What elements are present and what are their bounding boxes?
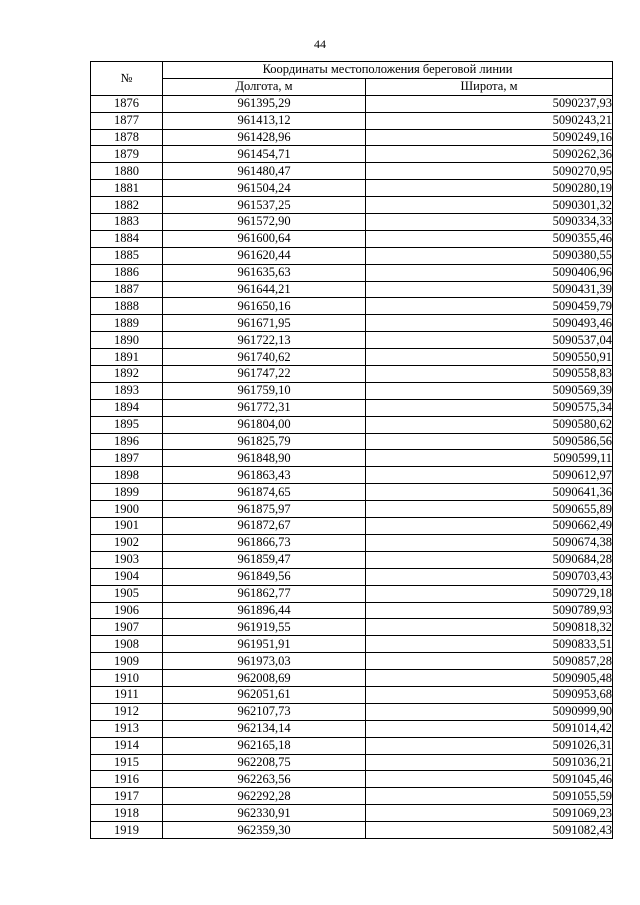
cell-latitude: 5091069,23: [366, 805, 613, 822]
cell-latitude: 5090493,46: [366, 315, 613, 332]
cell-latitude: 5090237,93: [366, 95, 613, 112]
cell-longitude: 961644,21: [163, 281, 366, 298]
table-row: [91, 636, 613, 653]
cell-longitude: 961848,90: [163, 450, 366, 467]
cell-longitude: 961919,55: [163, 619, 366, 636]
cell-latitude: 5090550,91: [366, 349, 613, 366]
cell-longitude: 962359,30: [163, 822, 366, 839]
header-longitude: Долгота, м: [163, 78, 366, 95]
cell-latitude: 5090905,48: [366, 670, 613, 687]
cell-number: 1897: [91, 450, 163, 467]
coordinates-table: [90, 61, 613, 839]
cell-latitude: 5091082,43: [366, 822, 613, 839]
table-row: [91, 399, 613, 416]
cell-longitude: 962134,14: [163, 720, 366, 737]
table-row: [91, 737, 613, 754]
table-row: [91, 416, 613, 433]
cell-longitude: 961747,22: [163, 366, 366, 383]
table-row: [91, 551, 613, 568]
table-row: [91, 619, 613, 636]
cell-number: 1903: [91, 551, 163, 568]
cell-number: 1910: [91, 670, 163, 687]
table-body: [91, 95, 613, 838]
cell-number: 1904: [91, 568, 163, 585]
cell-number: 1880: [91, 163, 163, 180]
cell-number: 1912: [91, 703, 163, 720]
cell-latitude: 5090729,18: [366, 585, 613, 602]
cell-longitude: 961973,03: [163, 653, 366, 670]
cell-latitude: 5090262,36: [366, 146, 613, 163]
cell-longitude: 962008,69: [163, 670, 366, 687]
table-row: [91, 653, 613, 670]
cell-longitude: 962263,56: [163, 771, 366, 788]
cell-latitude: 5091014,42: [366, 720, 613, 737]
cell-latitude: 5090674,38: [366, 534, 613, 551]
cell-latitude: 5090569,39: [366, 382, 613, 399]
cell-longitude: 961951,91: [163, 636, 366, 653]
cell-longitude: 961849,56: [163, 568, 366, 585]
table-row: [91, 332, 613, 349]
table-row: [91, 670, 613, 687]
cell-longitude: 961866,73: [163, 534, 366, 551]
cell-latitude: 5090580,62: [366, 416, 613, 433]
cell-number: 1916: [91, 771, 163, 788]
cell-latitude: 5090301,32: [366, 197, 613, 214]
table-row: [91, 264, 613, 281]
cell-number: 1914: [91, 737, 163, 754]
cell-number: 1884: [91, 230, 163, 247]
cell-longitude: 961872,67: [163, 518, 366, 535]
cell-longitude: 962165,18: [163, 737, 366, 754]
cell-longitude: 961863,43: [163, 467, 366, 484]
cell-number: 1892: [91, 366, 163, 383]
table-row: [91, 230, 613, 247]
cell-latitude: 5090334,33: [366, 214, 613, 231]
cell-longitude: 961722,13: [163, 332, 366, 349]
cell-longitude: 962208,75: [163, 754, 366, 771]
cell-longitude: 961413,12: [163, 112, 366, 129]
cell-number: 1890: [91, 332, 163, 349]
cell-latitude: 5090662,49: [366, 518, 613, 535]
cell-longitude: 961428,96: [163, 129, 366, 146]
cell-latitude: 5090459,79: [366, 298, 613, 315]
cell-latitude: 5090270,95: [366, 163, 613, 180]
cell-number: 1878: [91, 129, 163, 146]
table-row: [91, 568, 613, 585]
cell-latitude: 5090684,28: [366, 551, 613, 568]
cell-longitude: 961862,77: [163, 585, 366, 602]
cell-number: 1908: [91, 636, 163, 653]
cell-longitude: 961825,79: [163, 433, 366, 450]
cell-longitude: 961772,31: [163, 399, 366, 416]
cell-latitude: 5090558,83: [366, 366, 613, 383]
cell-longitude: 961620,44: [163, 247, 366, 264]
header-latitude: Широта, м: [366, 78, 613, 95]
cell-number: 1900: [91, 501, 163, 518]
cell-latitude: 5090575,34: [366, 399, 613, 416]
cell-number: 1879: [91, 146, 163, 163]
table-row: [91, 382, 613, 399]
table-row: [91, 518, 613, 535]
table-header-row: [91, 62, 613, 79]
table-row: [91, 534, 613, 551]
table-row: [91, 720, 613, 737]
header-coordinates-group: Координаты местоположения береговой линии: [163, 62, 613, 79]
table-row: [91, 281, 613, 298]
table-row: [91, 298, 613, 315]
table-row: [91, 501, 613, 518]
table-row: [91, 197, 613, 214]
cell-longitude: 961395,29: [163, 95, 366, 112]
cell-longitude: 961480,47: [163, 163, 366, 180]
table-row: [91, 822, 613, 839]
cell-longitude: 961504,24: [163, 180, 366, 197]
table-row: [91, 788, 613, 805]
cell-longitude: 961759,10: [163, 382, 366, 399]
cell-number: 1918: [91, 805, 163, 822]
cell-latitude: 5090857,28: [366, 653, 613, 670]
header-number: №: [91, 62, 163, 96]
cell-number: 1901: [91, 518, 163, 535]
table-subheader-row: [91, 78, 613, 95]
cell-latitude: 5090655,89: [366, 501, 613, 518]
table-row: [91, 754, 613, 771]
cell-number: 1909: [91, 653, 163, 670]
cell-number: 1883: [91, 214, 163, 231]
cell-number: 1913: [91, 720, 163, 737]
cell-longitude: 961650,16: [163, 298, 366, 315]
cell-longitude: 962292,28: [163, 788, 366, 805]
table-row: [91, 95, 613, 112]
cell-latitude: 5090953,68: [366, 686, 613, 703]
table-row: [91, 146, 613, 163]
cell-number: 1905: [91, 585, 163, 602]
cell-latitude: 5091036,21: [366, 754, 613, 771]
cell-longitude: 962051,61: [163, 686, 366, 703]
page-number: 44: [314, 37, 326, 51]
cell-number: 1902: [91, 534, 163, 551]
table-row: [91, 129, 613, 146]
cell-number: 1891: [91, 349, 163, 366]
cell-number: 1887: [91, 281, 163, 298]
cell-longitude: 961740,62: [163, 349, 366, 366]
cell-longitude: 961635,63: [163, 264, 366, 281]
cell-latitude: 5090355,46: [366, 230, 613, 247]
cell-latitude: 5090431,39: [366, 281, 613, 298]
cell-longitude: 961804,00: [163, 416, 366, 433]
table-row: [91, 112, 613, 129]
cell-latitude: 5090249,16: [366, 129, 613, 146]
cell-number: 1895: [91, 416, 163, 433]
cell-longitude: 961859,47: [163, 551, 366, 568]
cell-latitude: 5090641,36: [366, 484, 613, 501]
cell-longitude: 961454,71: [163, 146, 366, 163]
cell-number: 1886: [91, 264, 163, 281]
cell-latitude: 5090703,43: [366, 568, 613, 585]
cell-latitude: 5090280,19: [366, 180, 613, 197]
cell-number: 1882: [91, 197, 163, 214]
table-row: [91, 315, 613, 332]
table-row: [91, 585, 613, 602]
cell-latitude: 5091055,59: [366, 788, 613, 805]
cell-longitude: 961874,65: [163, 484, 366, 501]
cell-longitude: 961600,64: [163, 230, 366, 247]
cell-number: 1877: [91, 112, 163, 129]
cell-number: 1876: [91, 95, 163, 112]
cell-latitude: 5091026,31: [366, 737, 613, 754]
cell-latitude: 5090818,32: [366, 619, 613, 636]
cell-latitude: 5090537,04: [366, 332, 613, 349]
cell-latitude: 5090586,56: [366, 433, 613, 450]
cell-longitude: 961896,44: [163, 602, 366, 619]
table-row: [91, 467, 613, 484]
table-row: [91, 805, 613, 822]
cell-number: 1906: [91, 602, 163, 619]
cell-number: 1896: [91, 433, 163, 450]
table-row: [91, 180, 613, 197]
cell-number: 1907: [91, 619, 163, 636]
cell-latitude: 5090612,97: [366, 467, 613, 484]
cell-latitude: 5090599,11: [366, 450, 613, 467]
cell-number: 1889: [91, 315, 163, 332]
cell-latitude: 5090380,55: [366, 247, 613, 264]
cell-longitude: 962107,73: [163, 703, 366, 720]
cell-latitude: 5090999,90: [366, 703, 613, 720]
table-row: [91, 247, 613, 264]
cell-number: 1919: [91, 822, 163, 839]
cell-latitude: 5090789,93: [366, 602, 613, 619]
cell-latitude: 5090243,21: [366, 112, 613, 129]
cell-number: 1911: [91, 686, 163, 703]
table-row: [91, 771, 613, 788]
cell-number: 1915: [91, 754, 163, 771]
cell-longitude: 961537,25: [163, 197, 366, 214]
table-row: [91, 686, 613, 703]
table-row: [91, 433, 613, 450]
cell-number: 1888: [91, 298, 163, 315]
table-row: [91, 163, 613, 180]
table-row: [91, 214, 613, 231]
cell-latitude: 5090406,96: [366, 264, 613, 281]
cell-number: 1894: [91, 399, 163, 416]
table-row: [91, 349, 613, 366]
table-row: [91, 602, 613, 619]
cell-number: 1899: [91, 484, 163, 501]
table-row: [91, 366, 613, 383]
cell-number: 1881: [91, 180, 163, 197]
table-row: [91, 450, 613, 467]
cell-number: 1917: [91, 788, 163, 805]
cell-number: 1893: [91, 382, 163, 399]
cell-latitude: 5090833,51: [366, 636, 613, 653]
cell-latitude: 5091045,46: [366, 771, 613, 788]
cell-number: 1885: [91, 247, 163, 264]
cell-number: 1898: [91, 467, 163, 484]
cell-longitude: 961671,95: [163, 315, 366, 332]
cell-longitude: 961572,90: [163, 214, 366, 231]
table-row: [91, 703, 613, 720]
table-row: [91, 484, 613, 501]
cell-longitude: 962330,91: [163, 805, 366, 822]
cell-longitude: 961875,97: [163, 501, 366, 518]
